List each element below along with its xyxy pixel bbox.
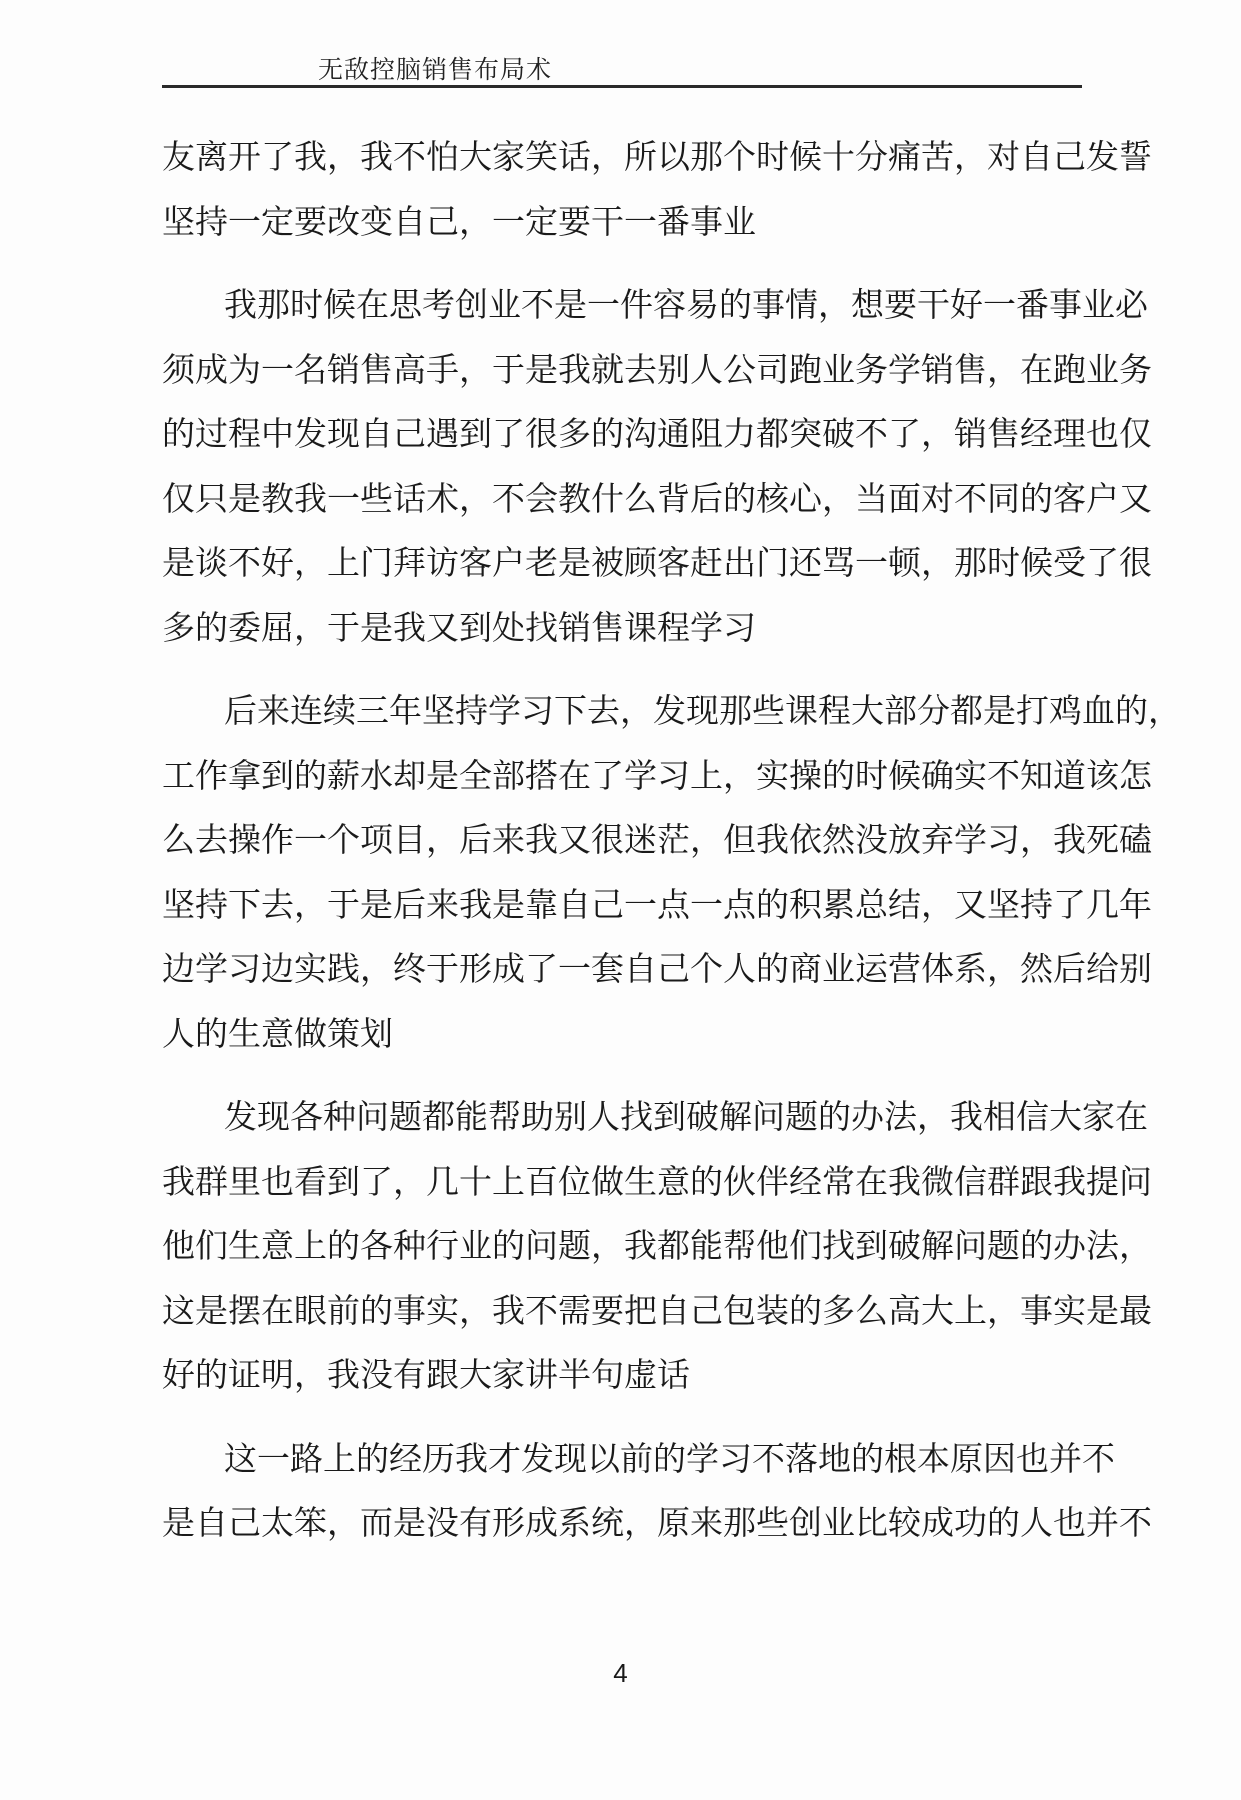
text-line: 是自己太笨，而是没有形成系统，原来那些创业比较成功的人也并不 xyxy=(162,1503,1152,1542)
text-line: 须成为一名销售高手，于是我就去别人公司跑业务学销售，在跑业务 xyxy=(162,349,1152,389)
text-line: 我那时候在思考创业不是一件容易的事情，想要干好一番事业必 xyxy=(224,285,1148,324)
paragraph xyxy=(162,1085,1152,1408)
text-line: 这是摆在眼前的事实，我不需要把自己包装的多么高大上，事实是最 xyxy=(162,1290,1152,1330)
text-line: 后来连续三年坚持学习下去，发现那些课程大部分都是打鸡血的， xyxy=(224,691,1181,730)
text-line: 他们生意上的各种行业的问题，我都能帮他们找到破解问题的办法， xyxy=(162,1226,1152,1265)
text-line: 是谈不好，上门拜访客户老是被顾客赶出门还骂一顿，那时候受了很 xyxy=(162,543,1152,582)
text-line: 坚持下去，于是后来我是靠自己一点一点的积累总结，又坚持了几年 xyxy=(162,884,1152,924)
running-header-title: 无敌控脑销售布局术 xyxy=(318,55,553,84)
text-line: 人的生意做策划 xyxy=(162,1013,393,1053)
text-line: 我群里也看到了，几十上百位做生意的伙伴经常在我微信群跟我提问 xyxy=(162,1161,1152,1201)
text-line: 工作拿到的薪水却是全部搭在了学习上，实操的时候确实不知道该怎 xyxy=(162,755,1152,795)
text-line: 这一路上的经历我才发现以前的学习不落地的根本原因也并不 xyxy=(224,1438,1115,1478)
paragraph xyxy=(162,679,1181,1066)
paragraph xyxy=(162,125,1152,254)
text-line: 友离开了我，我不怕大家笑话，所以那个时候十分痛苦，对自己发誓 xyxy=(162,137,1152,176)
paragraph xyxy=(162,273,1152,660)
body-text xyxy=(162,125,1181,1575)
text-line: 么去操作一个项目，后来我又很迷茫，但我依然没放弃学习，我死磕 xyxy=(162,820,1152,859)
text-line: 多的委屈，于是我又到处找销售课程学习 xyxy=(162,607,756,647)
text-line: 好的证明，我没有跟大家讲半句虚话 xyxy=(162,1355,690,1394)
page-number: 4 xyxy=(613,1658,628,1688)
text-line: 边学习边实践，终于形成了一套自己个人的商业运营体系，然后给别 xyxy=(162,949,1152,988)
text-line: 的过程中发现自己遇到了很多的沟通阻力都突破不了，销售经理也仅 xyxy=(162,414,1152,453)
text-line: 坚持一定要改变自己，一定要干一番事业 xyxy=(162,201,756,241)
header-divider xyxy=(162,85,1082,88)
text-line: 发现各种问题都能帮助别人找到破解问题的办法，我相信大家在 xyxy=(224,1097,1148,1136)
paragraph xyxy=(162,1427,1152,1556)
text-line: 仅只是教我一些话术，不会教什么背后的核心，当面对不同的客户又 xyxy=(162,478,1152,518)
